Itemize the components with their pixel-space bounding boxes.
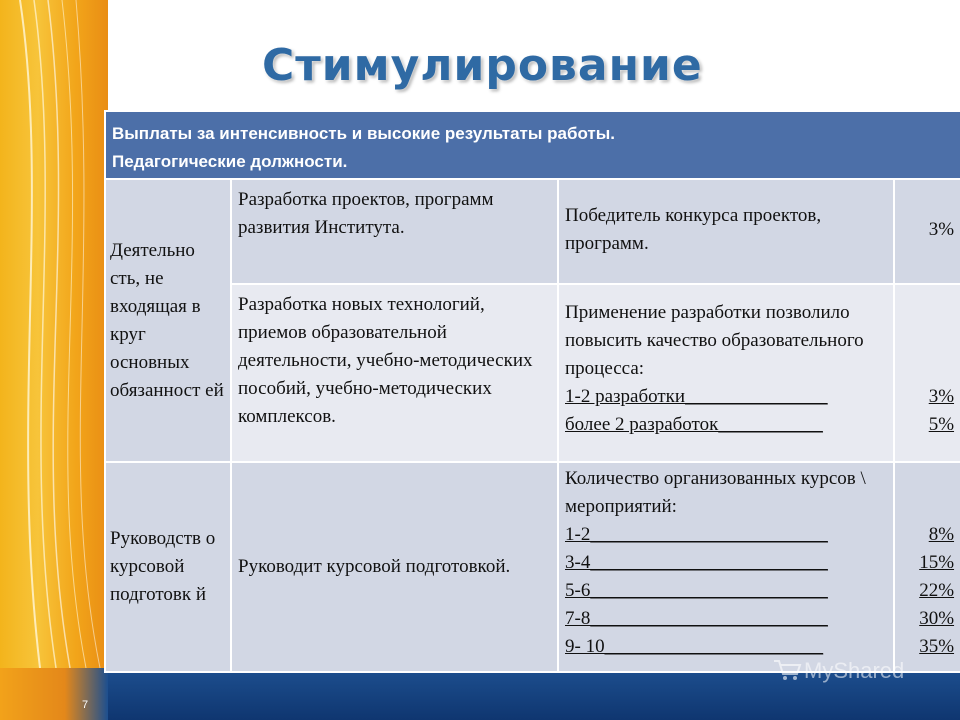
- percent-cell: 3%: [894, 179, 960, 284]
- table-row: [105, 179, 960, 284]
- criterion-cell: Победитель конкурса проектов, программ.: [558, 179, 894, 284]
- percent-cell: [894, 462, 960, 672]
- header-line-1: Выплаты за интенсивность и высокие результаты работы.: [112, 124, 615, 143]
- table-row: [105, 284, 960, 462]
- criterion-item: 3-4_________________________: [565, 552, 828, 573]
- incentive-table: [104, 110, 960, 673]
- criterion-item: 1-2_________________________: [565, 524, 828, 545]
- percent-value: 22%: [919, 580, 955, 601]
- category-cell: Деятельно сть, не входящая в круг основных обязанност ей: [105, 179, 231, 462]
- myshared-watermark: [770, 650, 950, 714]
- header-line-2: Педагогические должности.: [112, 152, 348, 171]
- percent-value: 30%: [919, 608, 955, 629]
- criterion-item: 1-2 разработки_______________: [565, 386, 828, 407]
- criterion-cell: [558, 284, 894, 462]
- criterion-item: 7-8_________________________: [565, 608, 828, 629]
- cart-icon: [772, 658, 802, 682]
- watermark-brand: MyShared: [804, 658, 905, 683]
- slide-title: Стимулирование: [262, 40, 703, 91]
- incentive-table-container: [104, 110, 960, 660]
- criterion-item: 9- 10_______________________: [565, 636, 824, 657]
- decorative-curves: [0, 0, 108, 668]
- activity-cell: Разработка проектов, программ развития Института.: [231, 179, 558, 284]
- category-cell: Руководств о курсовой подготовк й: [105, 462, 231, 672]
- table-row: [105, 462, 960, 672]
- percent-value: 5%: [928, 414, 955, 435]
- criterion-item: 5-6_________________________: [565, 580, 828, 601]
- activity-cell: Разработка новых технологий, приемов образовательной деятельности, учебно-методических пособий, учебно-методических комплексов.: [231, 284, 558, 462]
- criterion-cell: [558, 462, 894, 672]
- percent-value: 3%: [928, 386, 955, 407]
- page-number: 7: [82, 699, 89, 711]
- percent-value: 15%: [919, 552, 955, 573]
- left-decorative-band: [0, 0, 108, 720]
- percent-value: 8%: [928, 524, 955, 545]
- table-header: [105, 111, 960, 179]
- footer-band-corner: [0, 668, 108, 720]
- activity-cell: Руководит курсовой подготовкой.: [231, 462, 558, 672]
- criterion-item: более 2 разработок___________: [565, 414, 823, 435]
- percent-cell: [894, 284, 960, 462]
- criterion-intro: Количество организованных курсов \ мероприятий:: [565, 468, 866, 517]
- criterion-intro: Применение разработки позволило повысить качество образовательного процесса:: [565, 302, 864, 379]
- percent-value: 35%: [919, 636, 955, 657]
